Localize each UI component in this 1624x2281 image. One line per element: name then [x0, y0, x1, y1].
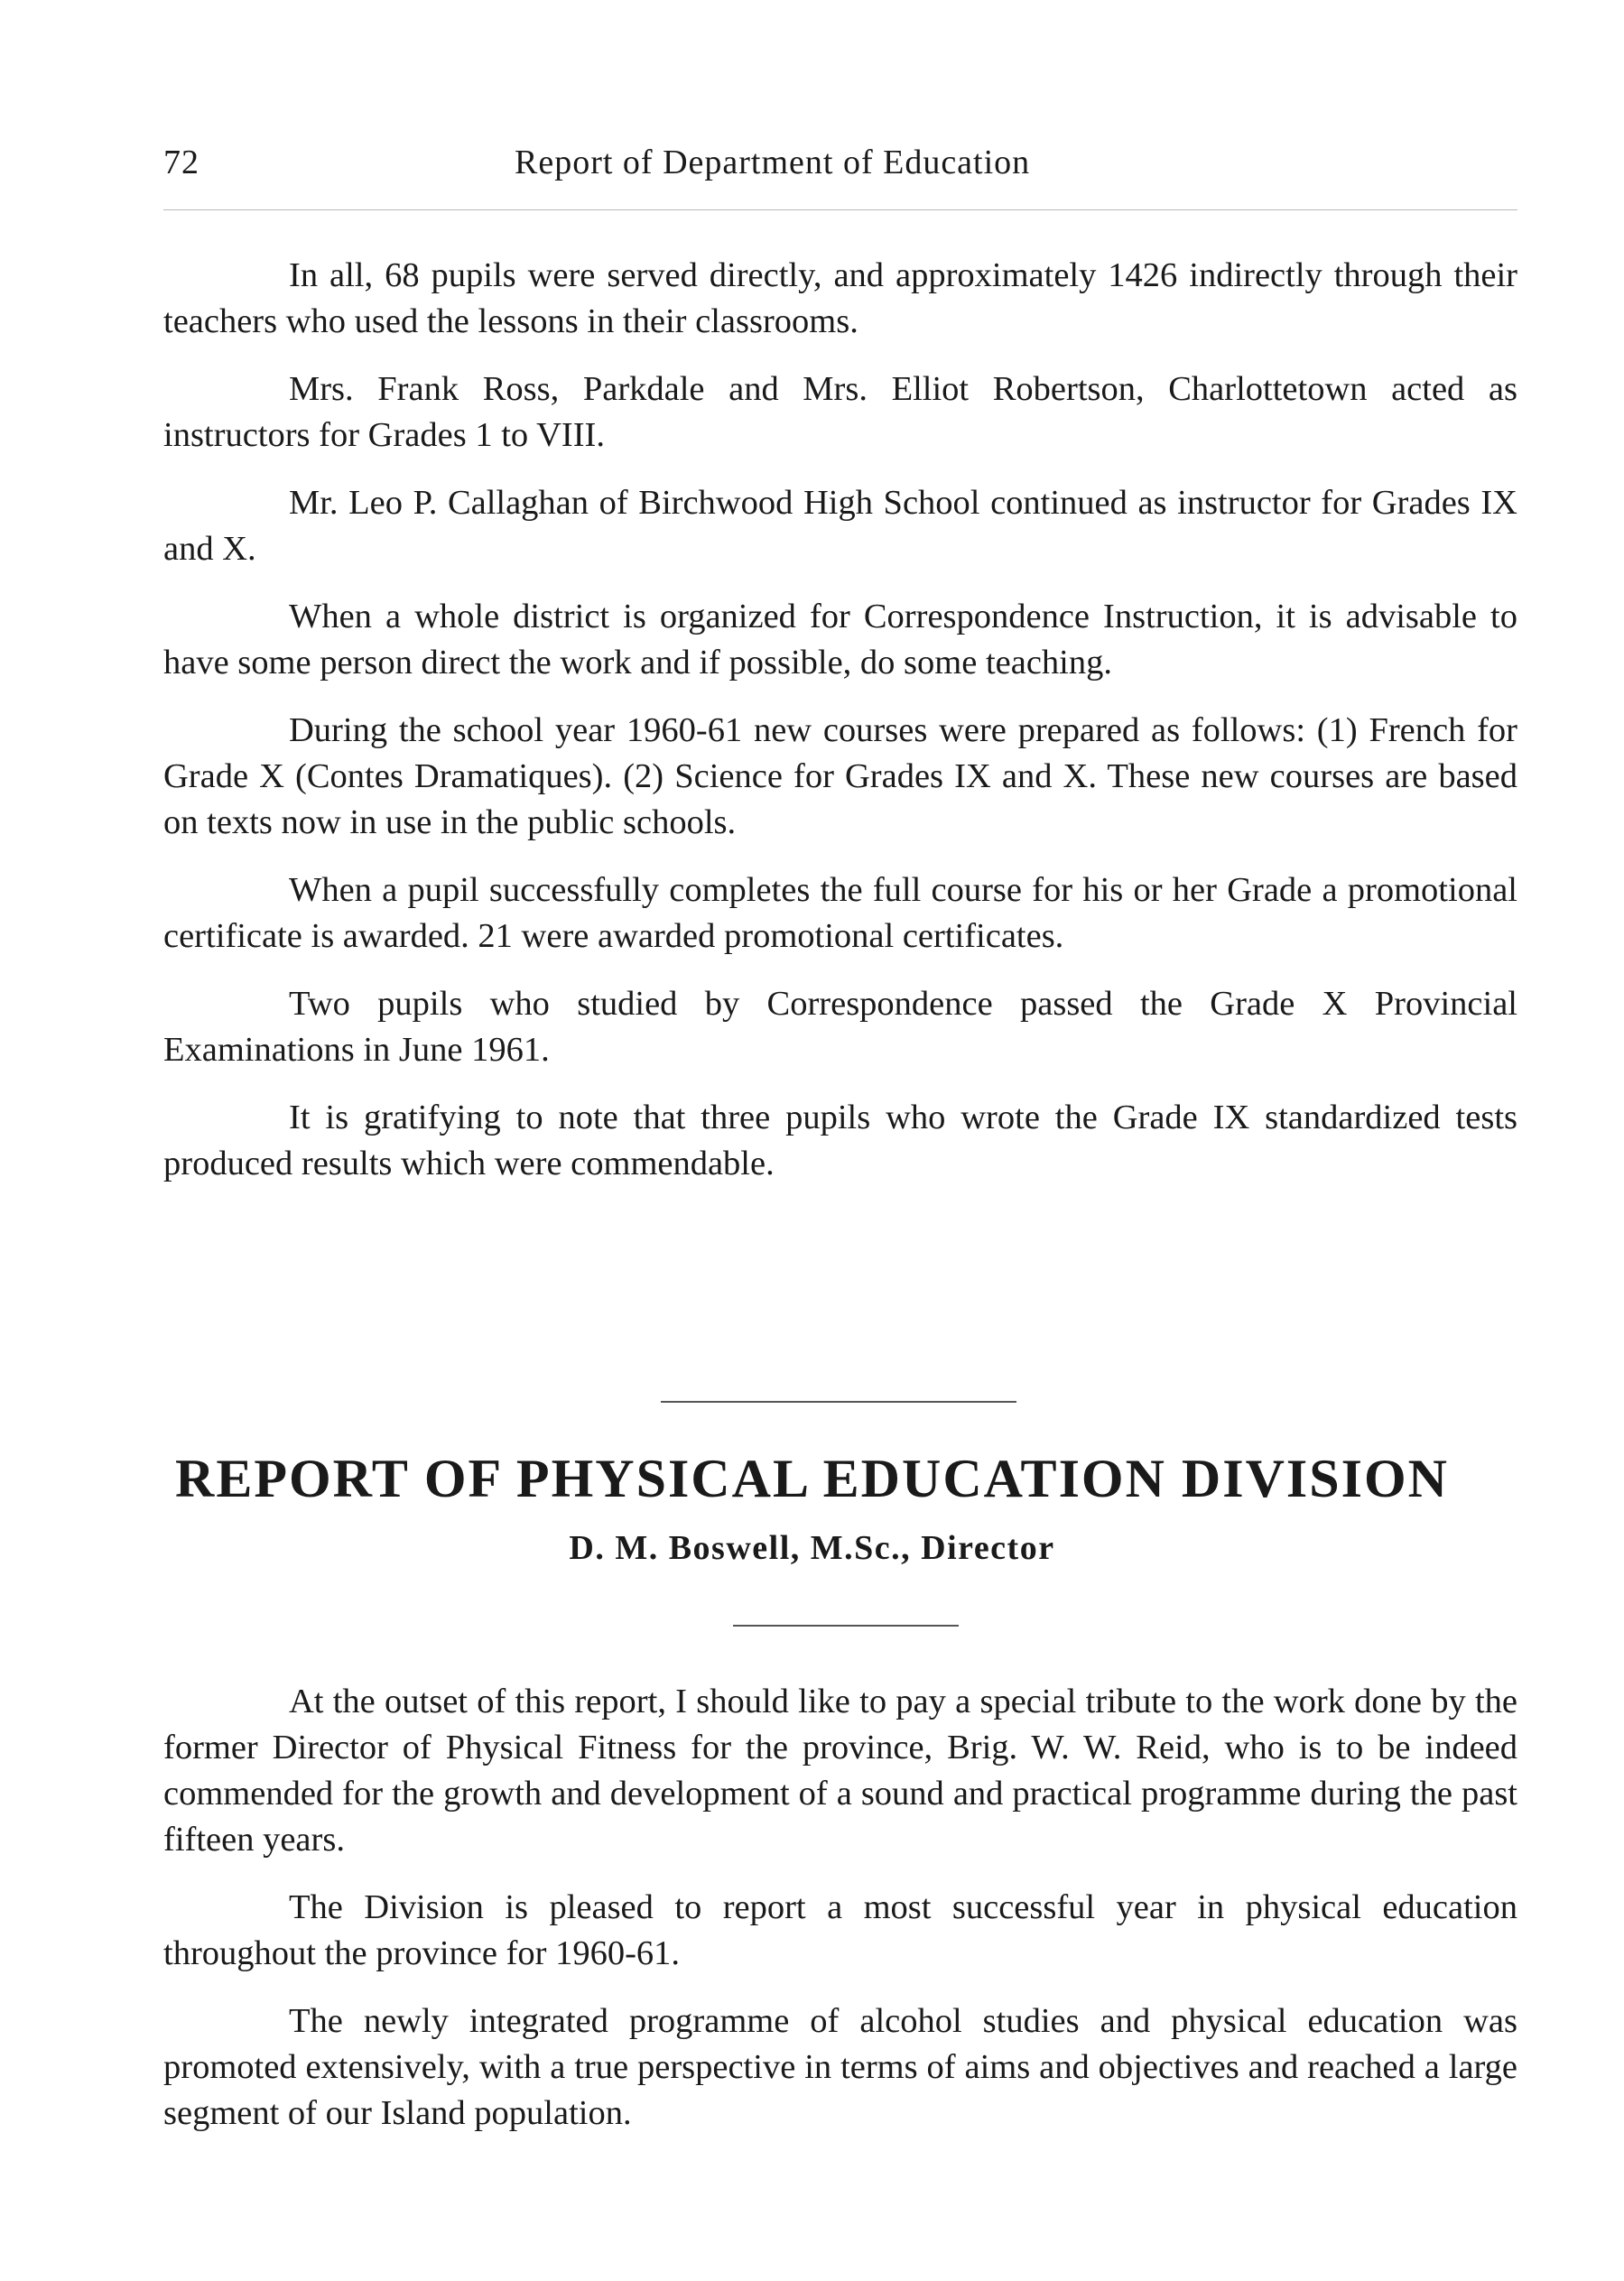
- body-paragraph: The newly integrated programme of alcohol studies and physical education was promoted extensively, with a true perspective in terms of aims and objectives and reached a large segment of our Island population.: [163, 2002, 1517, 2132]
- running-title: Report of Department of Education: [515, 144, 1031, 181]
- section-byline: D. M. Boswell, M.Sc., Director: [569, 1529, 1055, 1567]
- body-paragraph: Mrs. Frank Ross, Parkdale and Mrs. Elliot Robertson, Charlottetown acted as instructors for Grades 1 to VIII.: [163, 370, 1517, 454]
- correspondence-section-text: [163, 253, 1517, 1209]
- body-paragraph: In all, 68 pupils were served directly, and approximately 1426 indirectly through their teachers who used the lessons in their classrooms.: [163, 256, 1517, 340]
- page-number: 72: [163, 144, 200, 181]
- body-paragraph: When a pupil successfully completes the full course for his or her Grade a promotional certificate is awarded. 21 were awarded promotional certificates.: [163, 871, 1517, 955]
- body-paragraph: It is gratifying to note that three pupils who wrote the Grade IX standardized tests produced results which were commendable.: [163, 1099, 1517, 1182]
- body-paragraph: When a whole district is organized for Correspondence Instruction, it is advisable to have some person direct the work and if possible, do some teaching.: [163, 598, 1517, 682]
- section-divider-rule: [661, 1401, 1016, 1403]
- body-paragraph: Two pupils who studied by Correspondence passed the Grade X Provincial Examinations in June 1961.: [163, 985, 1517, 1069]
- byline-rule: [733, 1625, 959, 1627]
- header-rule: [163, 209, 1517, 210]
- body-paragraph: The Division is pleased to report a most successful year in physical education throughout the province for 1960-61.: [163, 1888, 1517, 1972]
- section-heading: REPORT OF PHYSICAL EDUCATION DIVISION: [175, 1449, 1449, 1508]
- body-paragraph: At the outset of this report, I should like to pay a special tribute to the work done by the former Director of Physical Fitness for the province, Brig. W. W. Reid, who is to be indeed commended for the growth and development of a sound and practical programme during the past fifteen years.: [163, 1683, 1517, 1859]
- body-paragraph: Mr. Leo P. Callaghan of Birchwood High School continued as instructor for Grades IX and X.: [163, 484, 1517, 568]
- body-paragraph: During the school year 1960-61 new courses were prepared as follows: (1) French for Grade X (Contes Dramatiques). (2) Science for Grades IX and X. These new courses are based on texts now in use in the public schools.: [163, 711, 1517, 841]
- running-head: [163, 143, 1517, 197]
- physical-education-section-text: [163, 1679, 1517, 2158]
